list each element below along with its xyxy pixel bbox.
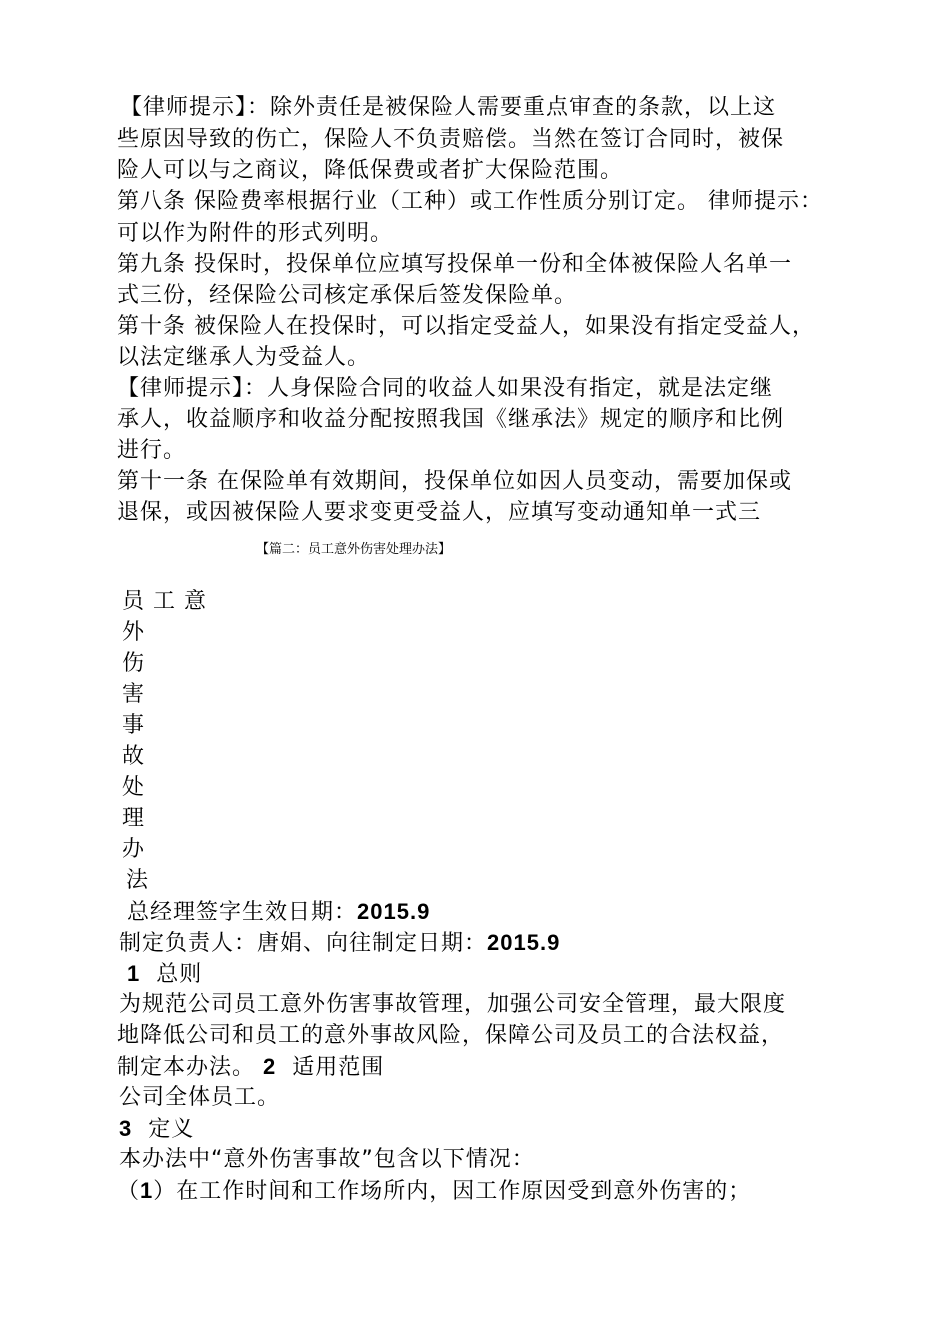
approval-date-line [127, 897, 430, 928]
text-line: 第九条 投保时，投保单位应填写投保单一份和全体被保险人名单一 [117, 252, 792, 277]
text-line: 险人可以与之商议，降低保费或者扩大保险范围。 [117, 158, 624, 183]
text-line: 第十一条 在保险单有效期间，投保单位如因人员变动，需要加保或 [117, 469, 792, 494]
text-fragment: ）在工作时间和工作场所内，因工作原因受到意外伤害的； [153, 1179, 752, 1204]
heading-number: 3 [119, 1116, 133, 1141]
text-line: 以法定继承人为受益人。 [117, 345, 371, 370]
item-number: 1 [140, 1178, 154, 1203]
text-line: 些原因导致的伤亡，保险人不负责赔偿。当然在签订合同时，被保 [117, 127, 785, 152]
owner-date: 2015.9 [487, 930, 561, 955]
heading-number: 1 [127, 961, 141, 986]
text-fragment: 制定本办法。 [117, 1055, 256, 1080]
text-line: 式三份，经保险公司核定承保后签发保险单。 [117, 283, 578, 308]
text-line: 公司全体员工。 [119, 1085, 281, 1110]
title-char: 伤 [122, 651, 146, 676]
title-char: 害 [122, 682, 146, 707]
text-line: 地降低公司和员工的意外事故风险，保障公司及员工的合法权益， [117, 1023, 785, 1048]
list-item [117, 1176, 751, 1207]
heading-text: 总则 [156, 962, 203, 987]
text-line: 可以作为附件的形式列明。 [117, 221, 394, 246]
owner-label: 制定负责人：唐娟、向往制定日期： [119, 931, 488, 956]
approval-label: 总经理签字生效日期： [127, 900, 358, 925]
heading-number: 2 [263, 1054, 277, 1079]
title-char: 故 [122, 744, 146, 769]
text-line: 进行。 [117, 438, 187, 463]
title-first-row: 员 工 意 [122, 589, 207, 614]
text-line: 退保，或因被保险人要求变更受益人，应填写变动通知单一式三 [117, 500, 762, 525]
heading-definition [119, 1114, 194, 1145]
heading-text: 定义 [148, 1117, 195, 1142]
text-fragment: （ [117, 1179, 141, 1204]
heading-text: 适用范围 [292, 1055, 385, 1080]
text-line: 第八条 保险费率根据行业（工种）或工作性质分别订定。 律师提示： [117, 189, 823, 214]
text-line: 【律师提示】：人身保险合同的收益人如果没有指定，就是法定继 [117, 376, 774, 401]
title-char: 理 [122, 806, 146, 831]
heading-scope-line [117, 1052, 384, 1083]
heading-general [127, 959, 202, 990]
approval-date: 2015.9 [357, 899, 431, 924]
owner-line [119, 928, 560, 959]
text-line: 为规范公司员工意外伤害事故管理，加强公司安全管理，最大限度 [119, 992, 787, 1017]
title-char: 处 [122, 775, 146, 800]
title-char: 事 [122, 713, 146, 738]
title-char: 外 [122, 620, 146, 645]
text-line: 本办法中“意外伤害事故”包含以下情况： [119, 1147, 535, 1172]
title-char: 法 [126, 868, 150, 893]
section-caption: 【篇二：员工意外伤害处理办法】 [256, 542, 452, 557]
title-char: 办 [122, 837, 146, 862]
text-line: 承人，收益顺序和收益分配按照我国《继承法》规定的顺序和比例 [117, 407, 785, 432]
text-line: 【律师提示】：除外责任是被保险人需要重点审查的条款，以上这 [120, 95, 777, 120]
text-line: 第十条 被保险人在投保时，可以指定受益人，如果没有指定受益人， [117, 314, 815, 339]
